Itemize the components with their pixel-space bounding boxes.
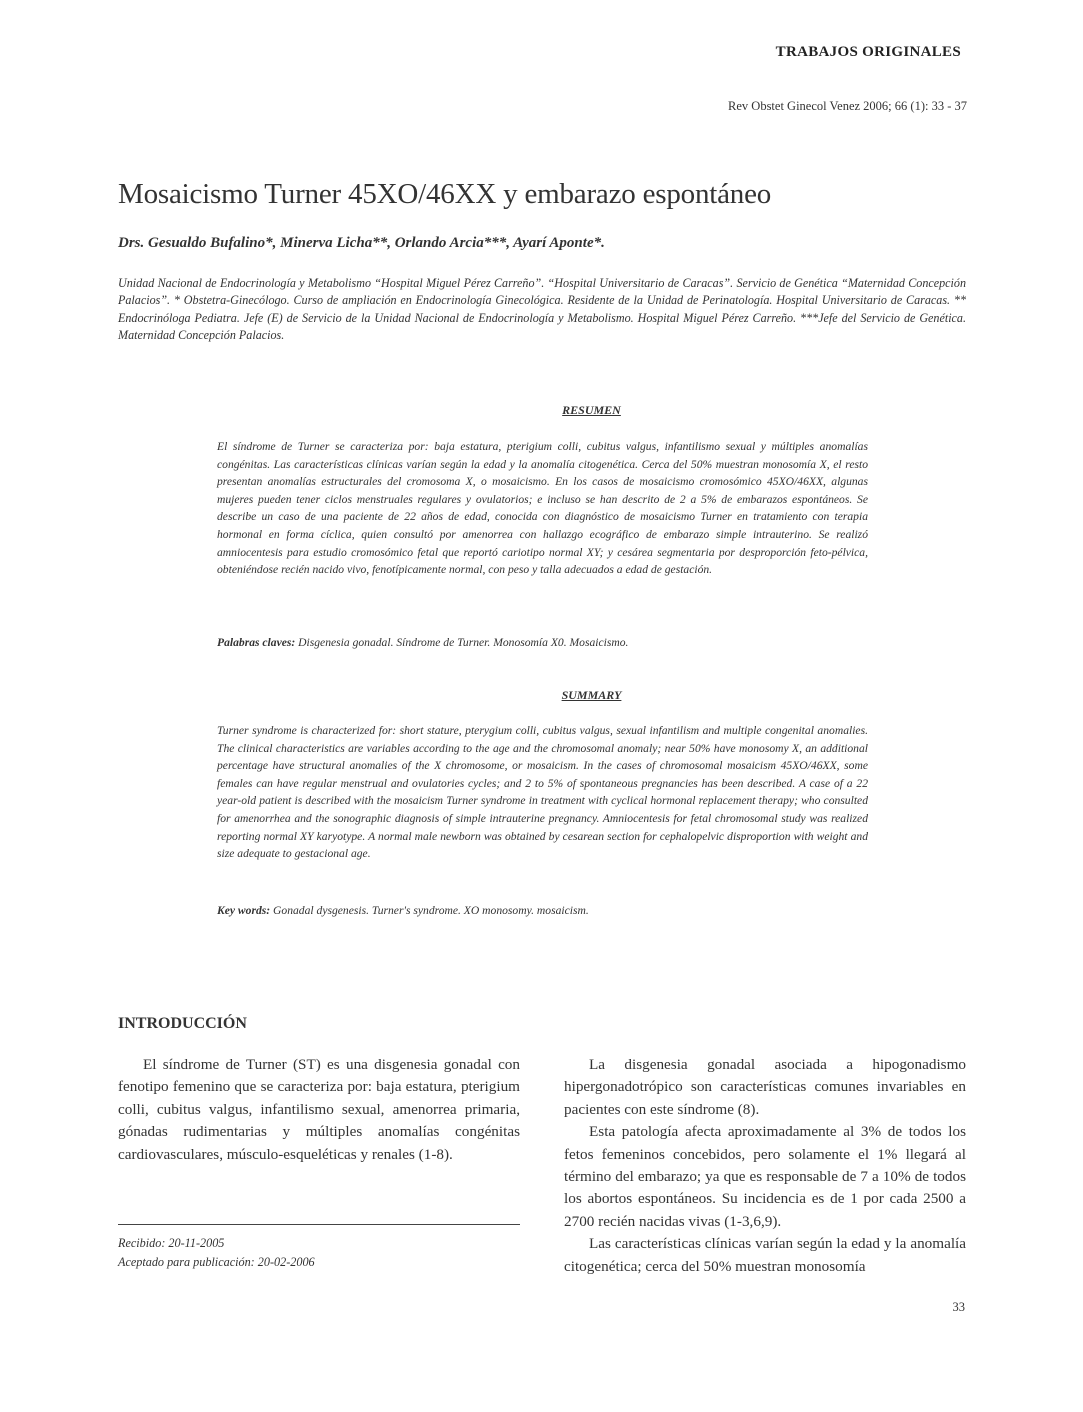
resumen-text: El síndrome de Turner se caracteriza por: baja estatura, pterigium colli, cubitus valgus, infantilismo sexual y múltiples anomalías congénitas. Las características clínicas varían según la edad y la anomalía citogenética. Cerca del 50% muestran monosomía X, el resto presentan anomalías estructurales del cromosoma X, o mosaicismo. En los casos de mosaicismo cromosómico 45XO/46XX, algunas mujeres pueden tener ciclos menstruales regulares y ovulatorios; e incluso se han descrito de 2 a 5% de embarazos espontáneos. Se describe un caso de una paciente de 22 años de edad, conocida con diagnóstico de mosaicismo Turner en tratamiento con terapia hormonal en forma cíclica, quien consultó por amenorrea con hallazgo ecográfico de embarazo simple intrauterino. Se realizó amniocentesis para estudio cromosómico fetal que reportó cariotipo normal XY; y cesárea segmentaria por desproporción feto-pélvica, obteniéndose recién nacido vivo, fenotípicamente normal, con peso y talla adecuados a edad de gestación. xyxy=(217,440,868,577)
key-words-label: Key words: xyxy=(217,904,271,917)
author-list: Drs. Gesualdo Bufalino*, Minerva Licha**, Orlando Arcia***, Ayarí Aponte*. xyxy=(118,235,605,251)
intro-paragraph: Esta patología afecta aproximadamente al 3% de todos los fetos femeninos concebidos, pero solamente el 1% llegará al término del embarazo; ya que es responsable de 7 a 10% de todos los abortos espontáneos. Su incidencia es de 1 por cada 2500 a 2700 recién nacidas vivas (1-3,6,9). xyxy=(564,1123,966,1230)
left-column xyxy=(118,1054,520,1166)
palabras-claves-label: Palabras claves: xyxy=(217,636,296,649)
article-title: Mosaicismo Turner 45XO/46XX y embarazo espontáneo xyxy=(118,178,772,210)
footnote-divider xyxy=(118,1224,520,1225)
summary-text: Turner syndrome is characterized for: short stature, pterygium colli, cubitus valgus, sexual infantilism and multiple congenital anomalies. The clinical characteristics are variables according to the age and the chromosomal anomaly; near 50% have monosomy X, an additional percentage have structural anomalies of the X chromosome, or mosaicism. In the cases of chromosomal mosaicism 45XO/46XX, some females can have regular menstrual and ovulatories cycles; and 2 to 5% of spontaneous pregnancies has been described. A case of a 22 year-old patient is described with the mosaicism Turner syndrome in treatment with cyclical hormonal replacement therapy; who consulted for amenorrhea and the sonographic diagnosis of simple intrauterine pregnancy. Amniocentesis for fetal chromosomal study was realized reporting normal XY karyotype. A normal male newborn was obtained by cesarean section for cephalopelvic disproportion with weight and size adequate to gestacional age. xyxy=(217,724,868,861)
intro-paragraph: El síndrome de Turner (ST) es una disgenesia gonadal con fenotipo femenino que se caracteriza por: baja estatura, pterigium colli, cubitus valgus, infantilismo sexual, amenorrea primaria, gónadas rudimentarias y múltiples anomalías congénitas cardiovasculares, músculo-esqueléticas y renales (1-8). xyxy=(118,1056,520,1163)
key-words-text: Gonadal dysgenesis. Turner's syndrome. XO monosomy. mosaicism. xyxy=(270,904,589,917)
right-column xyxy=(564,1054,966,1278)
page-number: 33 xyxy=(952,1300,965,1314)
journal-citation: Rev Obstet Ginecol Venez 2006; 66 (1): 33 - 37 xyxy=(728,99,967,113)
key-words xyxy=(217,904,868,917)
author-affiliations: Unidad Nacional de Endocrinología y Metabolismo “Hospital Miguel Pérez Carreño”. “Hospital Universitario de Caracas”. Servicio de Genética “Maternidad Concepción Palacios”. * Obstetra-Ginecólogo. Curso de ampliación en Endocrinología Ginecológica. Residente de la Unidad de Perinatología. Hospital Universitario de Caracas. ** Endocrinóloga Pediatra. Jefe (E) de Servicio de la Unidad Nacional de Endocrinología y Metabolismo. Hospital Miguel Pérez Carreño. ***Jefe del Servicio de Genética. Maternidad Concepción Palacios. xyxy=(118,276,966,343)
received-date: Recibido: 20-11-2005 xyxy=(118,1236,225,1250)
palabras-claves xyxy=(217,636,868,649)
palabras-claves-text: Disgenesia gonadal. Síndrome de Turner. Monosomía X0. Mosaicismo. xyxy=(295,636,629,649)
section-label: TRABAJOS ORIGINALES xyxy=(775,44,961,60)
submission-dates xyxy=(118,1234,315,1272)
introduction-heading: INTRODUCCIÓN xyxy=(118,1015,247,1032)
intro-paragraph: La disgenesia gonadal asociada a hipogonadismo hipergonadotrópico son características comunes invariables en pacientes con este síndrome (8). xyxy=(564,1056,966,1118)
summary-heading: SUMMARY xyxy=(561,688,622,702)
intro-paragraph: Las características clínicas varían según la edad y la anomalía citogenética; cerca del 50% muestran monosomía xyxy=(564,1235,966,1275)
accepted-date: Aceptado para publicación: 20-02-2006 xyxy=(118,1255,315,1269)
resumen-heading: RESUMEN xyxy=(562,403,621,417)
